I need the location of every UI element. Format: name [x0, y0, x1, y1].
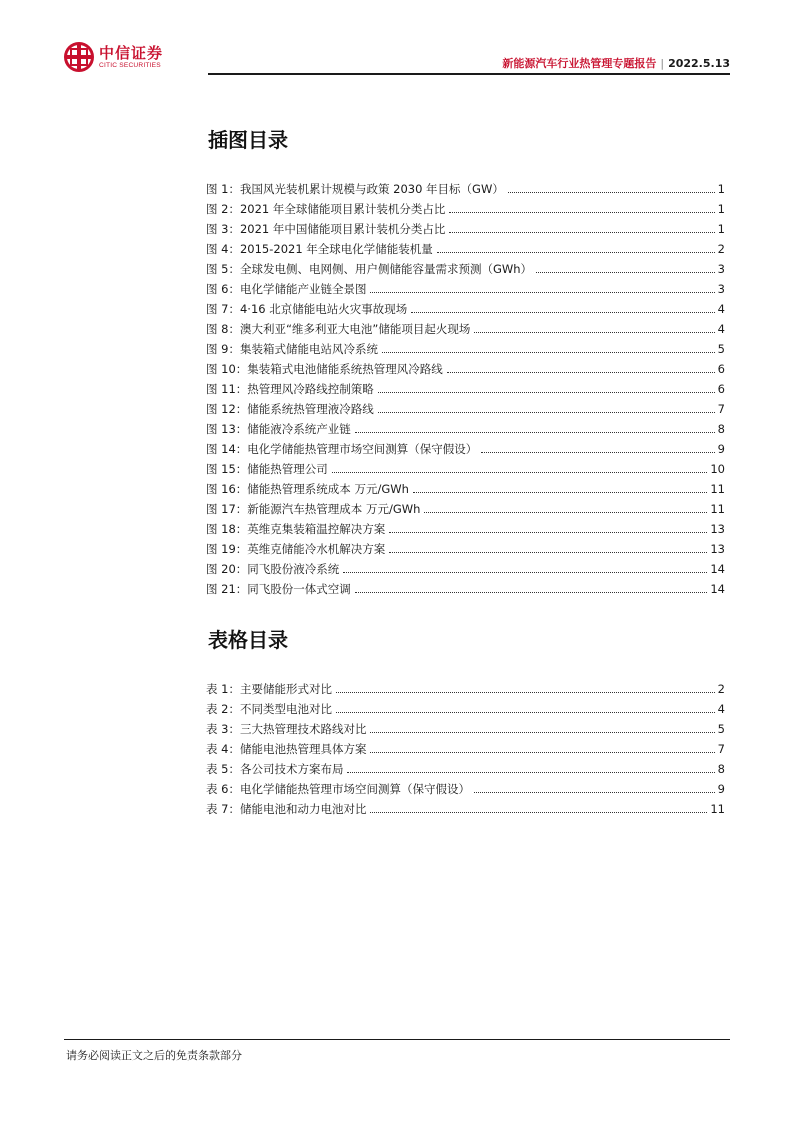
footer-disclaimer: 请务必阅读正文之后的免责条款部分: [66, 1049, 242, 1062]
figure-entry-page-number: 13: [710, 522, 725, 536]
figure-entry-label: 图 16：储能热管理系统成本 万元/GWh: [206, 482, 409, 496]
figure-toc-entry[interactable]: [206, 456, 725, 476]
figure-toc-entry[interactable]: [206, 316, 725, 336]
toc-leader-dots: [481, 452, 714, 453]
logo-chinese-name: 中信证券: [99, 43, 164, 62]
toc-leader-dots: [378, 412, 715, 413]
table-entry-label: 表 4：储能电池热管理具体方案: [206, 742, 367, 756]
figure-entry-label: 图 5：全球发电侧、电网侧、用户侧储能容量需求预测（GWh）: [206, 262, 533, 276]
figure-entry-label: 图 1：我国风光装机累计规模与政策 2030 年目标（GW）: [206, 182, 504, 196]
citic-logo: [64, 40, 163, 74]
report-meta: [502, 55, 730, 71]
table-toc-entry[interactable]: [206, 756, 725, 776]
table-entry-label: 表 7：储能电池和动力电池对比: [206, 802, 367, 816]
figure-entry-label: 图 3：2021 年中国储能项目累计装机分类占比: [206, 222, 446, 236]
header-divider: [208, 73, 730, 75]
figure-entry-page-number: 14: [710, 562, 725, 576]
figures-toc-list: [206, 176, 725, 596]
table-entry-label: 表 5：各公司技术方案布局: [206, 762, 344, 776]
figure-entry-label: 图 19：英维克储能冷水机解决方案: [206, 542, 386, 556]
figure-entry-page-number: 14: [710, 582, 725, 596]
figure-entry-page-number: 6: [717, 382, 725, 396]
table-entry-page-number: 9: [717, 782, 725, 796]
toc-leader-dots: [370, 752, 714, 753]
figure-toc-entry[interactable]: [206, 196, 725, 216]
figure-entry-page-number: 4: [717, 322, 725, 336]
figure-toc-entry[interactable]: [206, 516, 725, 536]
toc-leader-dots: [343, 572, 707, 573]
figure-entry-page-number: 1: [717, 222, 725, 236]
toc-leader-dots: [355, 592, 708, 593]
table-toc-entry[interactable]: [206, 696, 725, 716]
table-entry-page-number: 4: [717, 702, 725, 716]
logo-english-name: CITIC SECURITIES: [99, 61, 161, 69]
figure-entry-page-number: 3: [717, 282, 725, 296]
figures-section-title: 插图目录: [208, 128, 288, 152]
figure-entry-label: 图 11：热管理风冷路线控制策略: [206, 382, 374, 396]
table-entry-page-number: 8: [717, 762, 725, 776]
table-entry-page-number: 2: [717, 682, 725, 696]
figure-entry-label: 图 9：集装箱式储能电站风冷系统: [206, 342, 378, 356]
toc-leader-dots: [370, 732, 714, 733]
figure-toc-entry[interactable]: [206, 216, 725, 236]
figure-entry-label: 图 12：储能系统热管理液冷路线: [206, 402, 374, 416]
figure-toc-entry[interactable]: [206, 356, 725, 376]
table-toc-entry[interactable]: [206, 736, 725, 756]
figure-entry-page-number: 3: [717, 262, 725, 276]
figure-entry-page-number: 4: [717, 302, 725, 316]
toc-leader-dots: [378, 392, 715, 393]
report-date: 2022.5.13: [668, 57, 730, 70]
figure-entry-page-number: 9: [717, 442, 725, 456]
toc-leader-dots: [424, 512, 707, 513]
figure-entry-page-number: 13: [710, 542, 725, 556]
toc-leader-dots: [355, 432, 715, 433]
figure-entry-label: 图 21：同飞股份一体式空调: [206, 582, 351, 596]
figure-entry-page-number: 8: [717, 422, 725, 436]
figure-entry-page-number: 10: [710, 462, 725, 476]
figure-entry-label: 图 2：2021 年全球储能项目累计装机分类占比: [206, 202, 446, 216]
table-toc-entry[interactable]: [206, 716, 725, 736]
header-separator: |: [660, 57, 665, 70]
table-entry-page-number: 11: [710, 802, 725, 816]
toc-leader-dots: [474, 332, 714, 333]
figure-toc-entry[interactable]: [206, 556, 725, 576]
figure-toc-entry[interactable]: [206, 256, 725, 276]
toc-leader-dots: [332, 472, 708, 473]
page-header: [64, 38, 730, 74]
toc-leader-dots: [347, 772, 714, 773]
toc-leader-dots: [370, 812, 707, 813]
toc-leader-dots: [536, 272, 715, 273]
figure-entry-page-number: 6: [717, 362, 725, 376]
figure-entry-label: 图 17：新能源汽车热管理成本 万元/GWh: [206, 502, 421, 516]
toc-leader-dots: [389, 552, 707, 553]
figure-toc-entry[interactable]: [206, 496, 725, 516]
figure-toc-entry[interactable]: [206, 296, 725, 316]
tables-toc-list: [206, 676, 725, 816]
toc-leader-dots: [449, 212, 714, 213]
figure-entry-page-number: 5: [717, 342, 725, 356]
toc-leader-dots: [474, 792, 715, 793]
toc-leader-dots: [370, 292, 714, 293]
toc-leader-dots: [336, 712, 715, 713]
figure-entry-label: 图 15：储能热管理公司: [206, 462, 328, 476]
figure-entry-label: 图 7：4·16 北京储能电站火灾事故现场: [206, 302, 408, 316]
figure-toc-entry[interactable]: [206, 476, 725, 496]
table-toc-entry[interactable]: [206, 796, 725, 816]
figure-entry-label: 图 18：英维克集装箱温控解决方案: [206, 522, 386, 536]
figure-entry-page-number: 7: [717, 402, 725, 416]
table-toc-entry[interactable]: [206, 776, 725, 796]
figure-entry-label: 图 6：电化学储能产业链全景图: [206, 282, 367, 296]
table-entry-page-number: 5: [717, 722, 725, 736]
figure-entry-label: 图 13：储能液冷系统产业链: [206, 422, 351, 436]
toc-leader-dots: [447, 372, 715, 373]
toc-leader-dots: [389, 532, 707, 533]
table-entry-label: 表 2：不同类型电池对比: [206, 702, 332, 716]
figure-entry-page-number: 11: [710, 502, 725, 516]
figure-entry-label: 图 20：同飞股份液冷系统: [206, 562, 340, 576]
table-toc-entry[interactable]: [206, 676, 725, 696]
table-entry-page-number: 7: [717, 742, 725, 756]
figure-toc-entry[interactable]: [206, 276, 725, 296]
figure-toc-entry[interactable]: [206, 536, 725, 556]
toc-leader-dots: [411, 312, 714, 313]
tables-section-title: 表格目录: [208, 628, 288, 652]
figure-entry-page-number: 11: [710, 482, 725, 496]
figure-entry-page-number: 2: [717, 242, 725, 256]
table-entry-label: 表 6：电化学储能热管理市场空间测算（保守假设）: [206, 782, 470, 796]
report-title: 新能源汽车行业热管理专题报告: [502, 57, 657, 70]
citic-logo-icon: [64, 42, 94, 72]
figure-entry-label: 图 8：澳大利亚“维多利亚大电池”储能项目起火现场: [206, 322, 471, 336]
toc-leader-dots: [382, 352, 715, 353]
toc-leader-dots: [508, 192, 715, 193]
figure-entry-label: 图 14：电化学储能热管理市场空间测算（保守假设）: [206, 442, 478, 456]
toc-leader-dots: [413, 492, 707, 493]
toc-leader-dots: [449, 232, 714, 233]
figure-entry-page-number: 1: [717, 182, 725, 196]
figure-entry-page-number: 1: [717, 202, 725, 216]
figure-toc-entry[interactable]: [206, 576, 725, 596]
figure-toc-entry[interactable]: [206, 336, 725, 356]
footer-divider: [64, 1039, 730, 1040]
table-entry-label: 表 1：主要储能形式对比: [206, 682, 332, 696]
figure-toc-entry[interactable]: [206, 176, 725, 196]
figure-toc-entry[interactable]: [206, 396, 725, 416]
table-entry-label: 表 3：三大热管理技术路线对比: [206, 722, 367, 736]
figure-toc-entry[interactable]: [206, 236, 725, 256]
figure-entry-label: 图 4：2015-2021 年全球电化学储能装机量: [206, 242, 433, 256]
figure-entry-label: 图 10：集装箱式电池储能系统热管理风冷路线: [206, 362, 443, 376]
toc-leader-dots: [336, 692, 715, 693]
figure-toc-entry[interactable]: [206, 376, 725, 396]
figure-toc-entry[interactable]: [206, 416, 725, 436]
toc-leader-dots: [437, 252, 715, 253]
figure-toc-entry[interactable]: [206, 436, 725, 456]
